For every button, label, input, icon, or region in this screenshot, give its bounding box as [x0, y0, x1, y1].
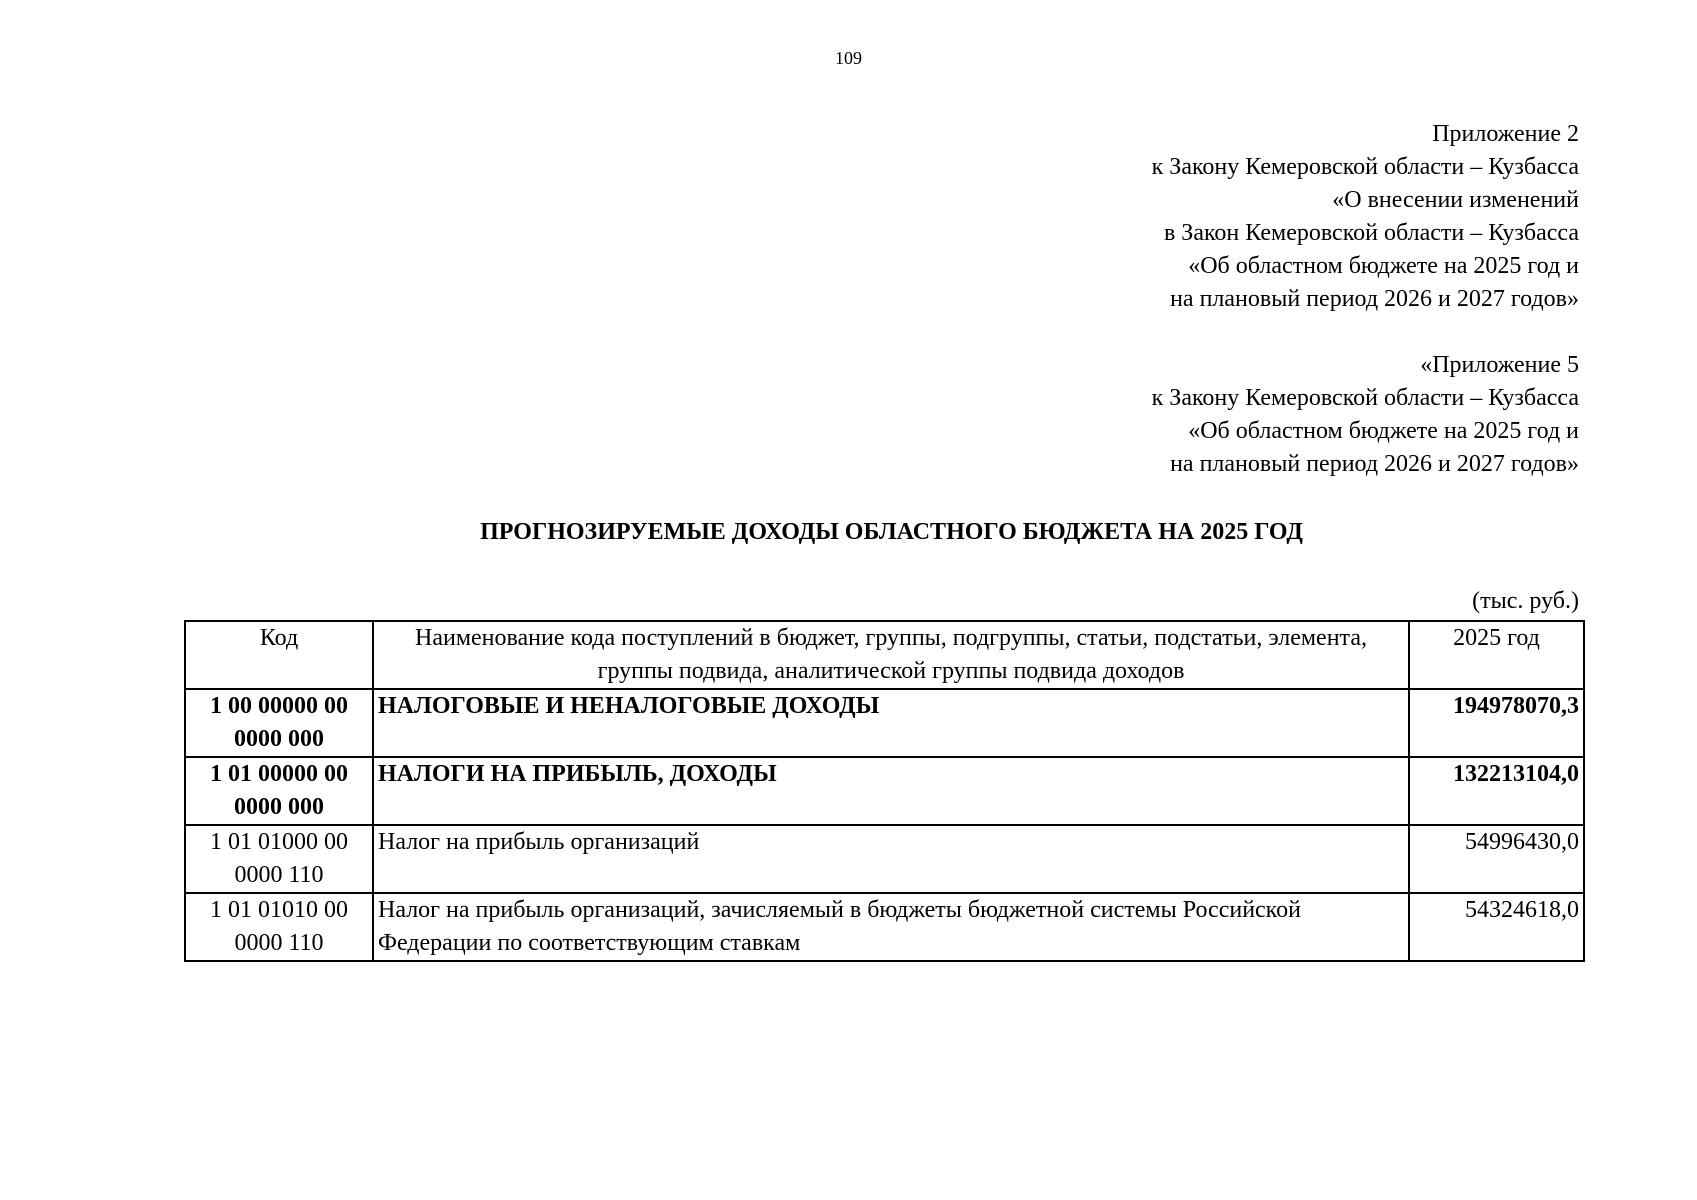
row-code: 1 01 01010 00 0000 110: [185, 893, 373, 961]
row-code: 1 01 00000 00 0000 000: [185, 757, 373, 825]
document-title: ПРОГНОЗИРУЕМЫЕ ДОХОДЫ ОБЛАСТНОГО БЮДЖЕТА НА 2025 ГОД: [480, 519, 1303, 545]
table-row: [185, 825, 1584, 893]
header-code: Код: [185, 621, 373, 689]
table-row: [185, 893, 1584, 961]
page-number: 109: [835, 48, 862, 68]
row-value: 194978070,3: [1409, 689, 1584, 757]
table-row: [185, 757, 1584, 825]
appendix-2-header: [1152, 118, 1579, 316]
appendix-5-line: «Об областном бюджете на 2025 год и: [1188, 418, 1579, 444]
appendix-5-line: «Приложение 5: [1420, 352, 1579, 378]
appendix-2-line: «О внесении изменений: [1332, 187, 1579, 213]
appendix-5-header: [1152, 349, 1579, 481]
row-value: 132213104,0: [1409, 757, 1584, 825]
header-name: Наименование кода поступлений в бюджет, группы, подгруппы, статьи, подстатьи, элемента, группы подвида, аналитической группы подвида доходов: [373, 621, 1409, 689]
header-year: 2025 год: [1409, 621, 1584, 689]
income-table: [184, 620, 1585, 962]
appendix-2-line: «Об областном бюджете на 2025 год и: [1188, 253, 1579, 279]
table-row: [185, 689, 1584, 757]
row-value: 54324618,0: [1409, 893, 1584, 961]
row-name: НАЛОГОВЫЕ И НЕНАЛОГОВЫЕ ДОХОДЫ: [373, 689, 1409, 757]
unit-label: (тыс. руб.): [1472, 588, 1579, 614]
appendix-2-line: в Закон Кемеровской области – Кузбасса: [1163, 220, 1579, 246]
appendix-2-line: на плановый период 2026 и 2027 годов»: [1170, 286, 1579, 312]
appendix-2-line: к Закону Кемеровской области – Кузбасса: [1151, 154, 1579, 180]
appendix-5-line: к Закону Кемеровской области – Кузбасса: [1151, 385, 1579, 411]
row-name: НАЛОГИ НА ПРИБЫЛЬ, ДОХОДЫ: [373, 757, 1409, 825]
row-code: 1 01 01000 00 0000 110: [185, 825, 373, 893]
appendix-2-line: Приложение 2: [1432, 121, 1579, 147]
row-value: 54996430,0: [1409, 825, 1584, 893]
row-name: Налог на прибыль организаций, зачисляемый в бюджеты бюджетной системы Российской Федерации по соответствующим ставкам: [373, 893, 1409, 961]
table-header-row: [185, 621, 1584, 689]
row-code: 1 00 00000 00 0000 000: [185, 689, 373, 757]
appendix-5-line: на плановый период 2026 и 2027 годов»: [1170, 451, 1579, 477]
row-name: Налог на прибыль организаций: [373, 825, 1409, 893]
